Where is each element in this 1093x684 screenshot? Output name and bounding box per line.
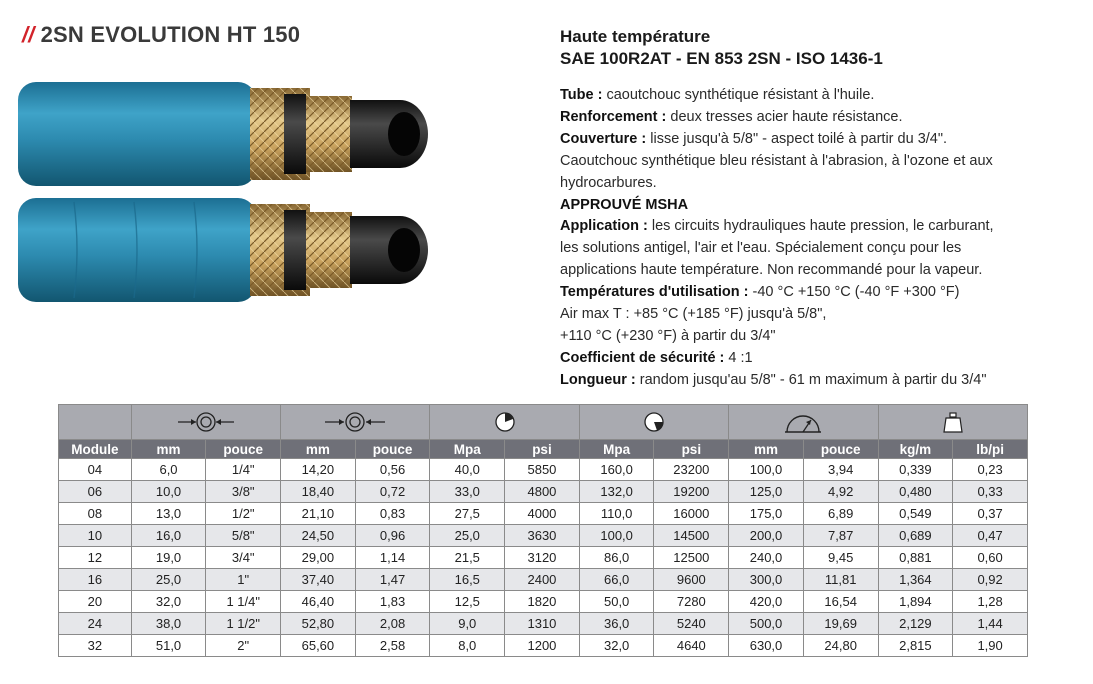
table-cell: 3/4" (206, 547, 281, 569)
title-text: 2SN EVOLUTION HT 150 (40, 22, 301, 47)
application-line (560, 216, 1080, 238)
column-header: Module (59, 440, 132, 459)
table-cell: 1,28 (953, 591, 1028, 613)
module-icon-cell (59, 405, 132, 440)
hose-upper (18, 82, 428, 186)
application-line3: applications haute température. Non recommandé pour la vapeur. (560, 262, 983, 279)
table-cell: 2,129 (878, 613, 953, 635)
table-cell: 5240 (654, 613, 729, 635)
table-cell: 9,0 (430, 613, 505, 635)
table-cell: 18,40 (281, 481, 356, 503)
table-cell: 24,50 (281, 525, 356, 547)
table-cell: 9,45 (803, 547, 878, 569)
cover-text: lisse jusqu'à 5/8" - aspect toilé à partir du 3/4". (646, 130, 948, 147)
table-cell: 20 (59, 591, 132, 613)
table-cell: 86,0 (579, 547, 654, 569)
hose-lower (18, 198, 428, 302)
product-title (22, 22, 300, 48)
bend-radius-header (729, 405, 878, 440)
table-cell: 0,37 (953, 503, 1028, 525)
table-cell: 16000 (654, 503, 729, 525)
table-cell: 16,5 (430, 569, 505, 591)
table-cell: 3630 (505, 525, 580, 547)
table-cell: 2400 (505, 569, 580, 591)
table-cell: 200,0 (729, 525, 804, 547)
table-cell: 7,87 (803, 525, 878, 547)
table-cell: 14500 (654, 525, 729, 547)
table-row (59, 503, 1028, 525)
table-cell: 0,60 (953, 547, 1028, 569)
table-row (59, 613, 1028, 635)
table-cell: 175,0 (729, 503, 804, 525)
cover-line (560, 129, 1080, 151)
reinforcement-label: Renforcement : (560, 108, 667, 125)
column-header: psi (505, 440, 580, 459)
table-cell: 21,5 (430, 547, 505, 569)
table-cell: 4800 (505, 481, 580, 503)
table-cell: 5850 (505, 459, 580, 481)
table-row (59, 569, 1028, 591)
table-cell: 100,0 (579, 525, 654, 547)
table-cell: 3,94 (803, 459, 878, 481)
table-row (59, 635, 1028, 657)
table-cell: 0,881 (878, 547, 953, 569)
table-cell: 0,47 (953, 525, 1028, 547)
table-cell: 240,0 (729, 547, 804, 569)
table-cell: 0,56 (355, 459, 430, 481)
working-pressure-icon (494, 411, 516, 433)
inner-diameter-icon (176, 411, 236, 433)
table-cell: 1200 (505, 635, 580, 657)
table-cell: 110,0 (579, 503, 654, 525)
temperature-line3: +110 °C (+230 °F) à partir du 3/4" (560, 327, 776, 344)
reinforcement-line (560, 107, 1080, 129)
table-cell: 1310 (505, 613, 580, 635)
table-row (59, 525, 1028, 547)
safety-line (560, 348, 1080, 370)
table-cell: 0,549 (878, 503, 953, 525)
table-cell: 33,0 (430, 481, 505, 503)
heading-line1: Haute température (560, 27, 711, 46)
safety-text: 4 :1 (724, 349, 753, 366)
table-cell: 125,0 (729, 481, 804, 503)
table-header-row (59, 440, 1028, 459)
safety-label: Coefficient de sécurité : (560, 349, 725, 366)
title-prefix: // (22, 22, 35, 47)
table-cell: 51,0 (131, 635, 206, 657)
weight-header (878, 405, 1027, 440)
table-cell: 06 (59, 481, 132, 503)
table-cell: 1,83 (355, 591, 430, 613)
table-cell: 0,96 (355, 525, 430, 547)
table-cell: 32,0 (131, 591, 206, 613)
cover-line2: Caoutchouc synthétique bleu résistant à l'abrasion, à l'ozone et aux (560, 152, 993, 169)
table-cell: 16,0 (131, 525, 206, 547)
table-cell: 19200 (654, 481, 729, 503)
table-cell: 420,0 (729, 591, 804, 613)
table-cell: 6,0 (131, 459, 206, 481)
tube-label: Tube : (560, 87, 603, 103)
table-cell: 0,72 (355, 481, 430, 503)
table-cell: 25,0 (131, 569, 206, 591)
table-cell: 0,689 (878, 525, 953, 547)
table-cell: 2,58 (355, 635, 430, 657)
application-text: les circuits hydrauliques haute pression, le carburant, (647, 218, 994, 235)
specifications-table (58, 404, 1028, 657)
cover-line3: hydrocarbures. (560, 174, 657, 191)
table-cell: 11,81 (803, 569, 878, 591)
approval-line (560, 195, 1080, 217)
table-cell: 32 (59, 635, 132, 657)
table-cell: 52,80 (281, 613, 356, 635)
temperature-label: Températures d'utilisation : (560, 284, 749, 301)
outer-diameter-header (281, 405, 430, 440)
burst-pressure-header (579, 405, 728, 440)
table-cell: 66,0 (579, 569, 654, 591)
table-cell: 4000 (505, 503, 580, 525)
column-header: pouce (803, 440, 878, 459)
table-cell: 10 (59, 525, 132, 547)
table-cell: 1,47 (355, 569, 430, 591)
weight-icon (943, 411, 963, 433)
table-cell: 38,0 (131, 613, 206, 635)
table-cell: 0,480 (878, 481, 953, 503)
column-header: kg/m (878, 440, 953, 459)
table-cell: 1/2" (206, 503, 281, 525)
table-row (59, 547, 1028, 569)
table-cell: 16,54 (803, 591, 878, 613)
table-cell: 1820 (505, 591, 580, 613)
cover-label: Couverture : (560, 130, 647, 147)
table-cell: 2,08 (355, 613, 430, 635)
column-header: Mpa (430, 440, 505, 459)
table-cell: 132,0 (579, 481, 654, 503)
table-cell: 16 (59, 569, 132, 591)
table-cell: 9600 (654, 569, 729, 591)
reinforcement-text: deux tresses acier haute résistance. (666, 108, 903, 125)
table-cell: 100,0 (729, 459, 804, 481)
table-cell: 160,0 (579, 459, 654, 481)
table-cell: 7280 (654, 591, 729, 613)
table-cell: 0,92 (953, 569, 1028, 591)
table-cell: 300,0 (729, 569, 804, 591)
table-row (59, 459, 1028, 481)
application-label: Application : (560, 218, 648, 235)
table-cell: 04 (59, 459, 132, 481)
table-cell: 1 1/4" (206, 591, 281, 613)
table-cell: 12 (59, 547, 132, 569)
column-header: Mpa (579, 440, 654, 459)
temperature-line (560, 282, 1080, 304)
table-cell: 5/8" (206, 525, 281, 547)
application-line2: les solutions antigel, l'air et l'eau. Spécialement conçu pour les (560, 240, 962, 257)
table-cell: 1/4" (206, 459, 281, 481)
table-cell: 13,0 (131, 503, 206, 525)
table-cell: 8,0 (430, 635, 505, 657)
table-cell: 36,0 (579, 613, 654, 635)
table-cell: 1" (206, 569, 281, 591)
tube-text: caoutchouc synthétique résistant à l'huile. (602, 87, 875, 103)
table-cell: 46,40 (281, 591, 356, 613)
table-cell: 10,0 (131, 481, 206, 503)
inner-diameter-header (131, 405, 280, 440)
burst-pressure-icon (643, 411, 665, 433)
column-header: lb/pi (953, 440, 1028, 459)
table-cell: 32,0 (579, 635, 654, 657)
heading-line2: SAE 100R2AT - EN 853 2SN - ISO 1436-1 (560, 49, 883, 68)
table-cell: 65,60 (281, 635, 356, 657)
column-header: mm (281, 440, 356, 459)
table-cell: 37,40 (281, 569, 356, 591)
table-cell: 3/8" (206, 481, 281, 503)
column-header: pouce (355, 440, 430, 459)
table-cell: 50,0 (579, 591, 654, 613)
hose-product-image (14, 72, 434, 312)
table-cell: 4640 (654, 635, 729, 657)
table-cell: 12,5 (430, 591, 505, 613)
table-cell: 0,339 (878, 459, 953, 481)
temperature-line2: Air max T : +85 °C (+185 °F) jusqu'à 5/8", (560, 306, 827, 323)
working-pressure-header (430, 405, 579, 440)
table-cell: 6,89 (803, 503, 878, 525)
table-body (59, 459, 1028, 657)
table-cell: 630,0 (729, 635, 804, 657)
table-cell: 0,83 (355, 503, 430, 525)
length-label: Longueur : (560, 371, 636, 388)
temperature-text: -40 °C +150 °C (-40 °F +300 °F) (748, 284, 960, 301)
table-cell: 0,23 (953, 459, 1028, 481)
table-cell: 0,33 (953, 481, 1028, 503)
table-cell: 21,10 (281, 503, 356, 525)
table-cell: 1,90 (953, 635, 1028, 657)
tube-line (560, 85, 1080, 107)
table-cell: 1,894 (878, 591, 953, 613)
product-heading (560, 26, 883, 70)
product-description (560, 85, 1080, 392)
table-cell: 12500 (654, 547, 729, 569)
column-header: mm (131, 440, 206, 459)
table-row (59, 481, 1028, 503)
table-cell: 2" (206, 635, 281, 657)
table-cell: 500,0 (729, 613, 804, 635)
table-cell: 24 (59, 613, 132, 635)
table-cell: 25,0 (430, 525, 505, 547)
table-cell: 24,80 (803, 635, 878, 657)
table-cell: 14,20 (281, 459, 356, 481)
table-cell: 08 (59, 503, 132, 525)
length-text: random jusqu'au 5/8" - 61 m maximum à partir du 3/4" (635, 371, 987, 388)
column-header: mm (729, 440, 804, 459)
table-cell: 27,5 (430, 503, 505, 525)
table-cell: 29,00 (281, 547, 356, 569)
table-row (59, 591, 1028, 613)
length-line (560, 370, 1080, 392)
table-cell: 3120 (505, 547, 580, 569)
table-icon-row (59, 405, 1028, 440)
bend-radius-icon (783, 410, 823, 434)
table-cell: 23200 (654, 459, 729, 481)
table-cell: 2,815 (878, 635, 953, 657)
outer-diameter-icon (323, 411, 387, 433)
table-cell: 40,0 (430, 459, 505, 481)
table-cell: 1,364 (878, 569, 953, 591)
table-cell: 1,14 (355, 547, 430, 569)
table-cell: 19,69 (803, 613, 878, 635)
table-cell: 4,92 (803, 481, 878, 503)
approval-text: APPROUVÉ MSHA (560, 196, 689, 213)
table-cell: 19,0 (131, 547, 206, 569)
table-cell: 1 1/2" (206, 613, 281, 635)
column-header: psi (654, 440, 729, 459)
column-header: pouce (206, 440, 281, 459)
table-cell: 1,44 (953, 613, 1028, 635)
